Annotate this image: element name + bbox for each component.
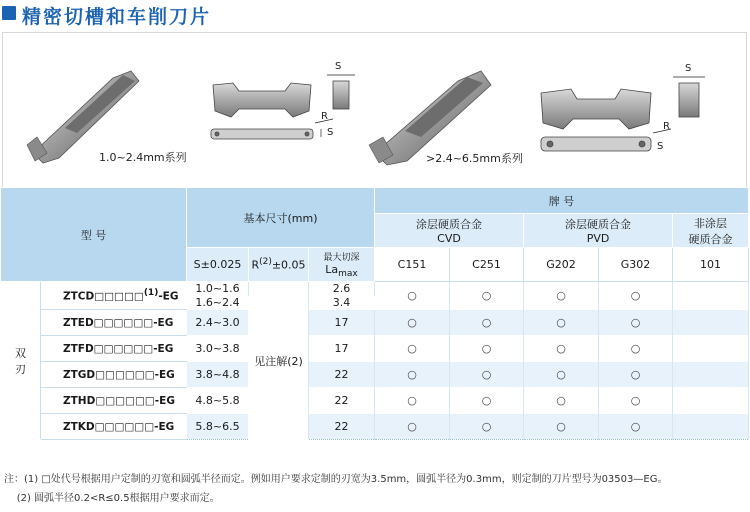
la-cell: 22 xyxy=(309,388,375,414)
spec-table xyxy=(0,187,749,440)
mark-c151: ○ xyxy=(375,362,450,388)
s-cell: 1.6~2.4 xyxy=(187,296,249,310)
table-row xyxy=(1,414,749,440)
large-insert-side-view xyxy=(673,77,705,117)
header-cvd: 涂层硬质合金 CVD xyxy=(375,214,524,248)
table-row xyxy=(1,362,749,388)
s-cell: 3.8~4.8 xyxy=(187,362,249,388)
table-row xyxy=(1,282,749,296)
mark-c251: ○ xyxy=(450,336,524,362)
la-cell: 17 xyxy=(309,310,375,336)
mark-101 xyxy=(673,282,749,310)
grade-101: 101 xyxy=(673,248,749,282)
dim-s-label-large: S xyxy=(685,63,692,74)
mark-c251: ○ xyxy=(450,414,524,440)
mark-g302: ○ xyxy=(599,362,673,388)
model-cell: ZTGD□□□□□□-EG xyxy=(41,362,187,388)
mark-101 xyxy=(673,388,749,414)
mark-c151: ○ xyxy=(375,336,450,362)
la-cell: 3.4 xyxy=(309,296,375,310)
mark-g202: ○ xyxy=(524,388,599,414)
header-basic-size: 基本尺寸(mm) xyxy=(187,188,375,248)
r-cell: 见注解(2) xyxy=(249,282,309,440)
dim-s-label-large-2: S xyxy=(657,141,664,152)
mark-101 xyxy=(673,310,749,336)
la-cell: 17 xyxy=(309,336,375,362)
mark-c251: ○ xyxy=(450,310,524,336)
table-row xyxy=(1,388,749,414)
mark-c251: ○ xyxy=(450,282,524,310)
la-cell: 2.6 xyxy=(309,282,375,296)
header-la: 最大切深 $La_{max}$ xyxy=(309,248,375,282)
grade-g302: G302 xyxy=(599,248,673,282)
table-row xyxy=(1,310,749,336)
header-model: 型 号 xyxy=(1,188,187,282)
s-cell: 2.4~3.0 xyxy=(187,310,249,336)
model-cell: ZTED□□□□□□-EG xyxy=(41,310,187,336)
mark-g302: ○ xyxy=(599,282,673,310)
s-cell: 4.8~5.8 xyxy=(187,388,249,414)
page-title: 精密切槽和车削刀片 xyxy=(22,6,212,28)
small-series-caption: 1.0~2.4mm系列 xyxy=(99,151,187,164)
footnote-1: 注：(1) □处代号根据用户定制的刃宽和圆弧半径而定。例如用户要求定制的刃宽为3.5mm，圆弧半径为0.3mm，则定制的刀片型号为03503—EG。 xyxy=(4,474,668,485)
header-s: S±0.025 xyxy=(187,248,249,282)
mark-g302: ○ xyxy=(599,310,673,336)
model-cell: ZTHD□□□□□□-EG xyxy=(41,388,187,414)
insert-illustration-panel xyxy=(2,32,747,189)
mark-101 xyxy=(673,414,749,440)
mark-c151: ○ xyxy=(375,310,450,336)
mark-c151: ○ xyxy=(375,388,450,414)
s-cell: 1.0~1.6 xyxy=(187,282,249,296)
dim-r-label-small: R xyxy=(321,111,328,122)
title-bar xyxy=(0,0,750,30)
model-cell: ZTCD□□□□□$^{(1)}$-EG xyxy=(41,282,187,310)
small-insert-top-view xyxy=(211,129,313,139)
mark-g202: ○ xyxy=(524,336,599,362)
footnotes xyxy=(4,470,667,508)
la-cell: 22 xyxy=(309,362,375,388)
mark-c251: ○ xyxy=(450,388,524,414)
s-cell: 3.0~3.8 xyxy=(187,336,249,362)
mark-g302: ○ xyxy=(599,336,673,362)
large-insert-top-view xyxy=(541,137,651,151)
large-insert-front-view xyxy=(541,89,651,129)
mark-g202: ○ xyxy=(524,414,599,440)
mark-g302: ○ xyxy=(599,388,673,414)
mark-g302: ○ xyxy=(599,414,673,440)
side-label: 双 刃 xyxy=(1,282,41,440)
mark-g202: ○ xyxy=(524,282,599,310)
small-insert-front-view xyxy=(213,83,311,117)
mark-c151: ○ xyxy=(375,282,450,310)
dim-r-label-large: R xyxy=(663,121,670,132)
table-row xyxy=(1,336,749,362)
mark-g202: ○ xyxy=(524,362,599,388)
s-cell: 5.8~6.5 xyxy=(187,414,249,440)
header-brand: 牌 号 xyxy=(375,188,749,214)
header-pvd: 涂层硬质合金 PVD xyxy=(524,214,673,248)
la-cell: 22 xyxy=(309,414,375,440)
model-cell: ZTKD□□□□□□-EG xyxy=(41,414,187,440)
large-series-caption: >2.4~6.5mm系列 xyxy=(426,152,523,165)
dim-s-label-small-2: S xyxy=(327,127,334,138)
small-insert-side-view xyxy=(327,75,355,109)
grade-c151: C151 xyxy=(375,248,450,282)
insert-drawings xyxy=(3,33,746,189)
mark-c251: ○ xyxy=(450,362,524,388)
dim-s-label-small: S xyxy=(335,61,342,72)
title-bullet-icon xyxy=(2,6,16,20)
header-r: $R^{(2)}\pm 0.05$ xyxy=(249,248,309,282)
header-uncoated: 非涂层 硬质合金 xyxy=(673,214,749,248)
mark-101 xyxy=(673,362,749,388)
footnote-2: (2) 圆弧半径0.2<R≤0.5根据用户要求而定。 xyxy=(4,493,220,504)
grade-g202: G202 xyxy=(524,248,599,282)
mark-101 xyxy=(673,336,749,362)
mark-c151: ○ xyxy=(375,414,450,440)
mark-g202: ○ xyxy=(524,310,599,336)
grade-c251: C251 xyxy=(450,248,524,282)
model-cell: ZTFD□□□□□□-EG xyxy=(41,336,187,362)
